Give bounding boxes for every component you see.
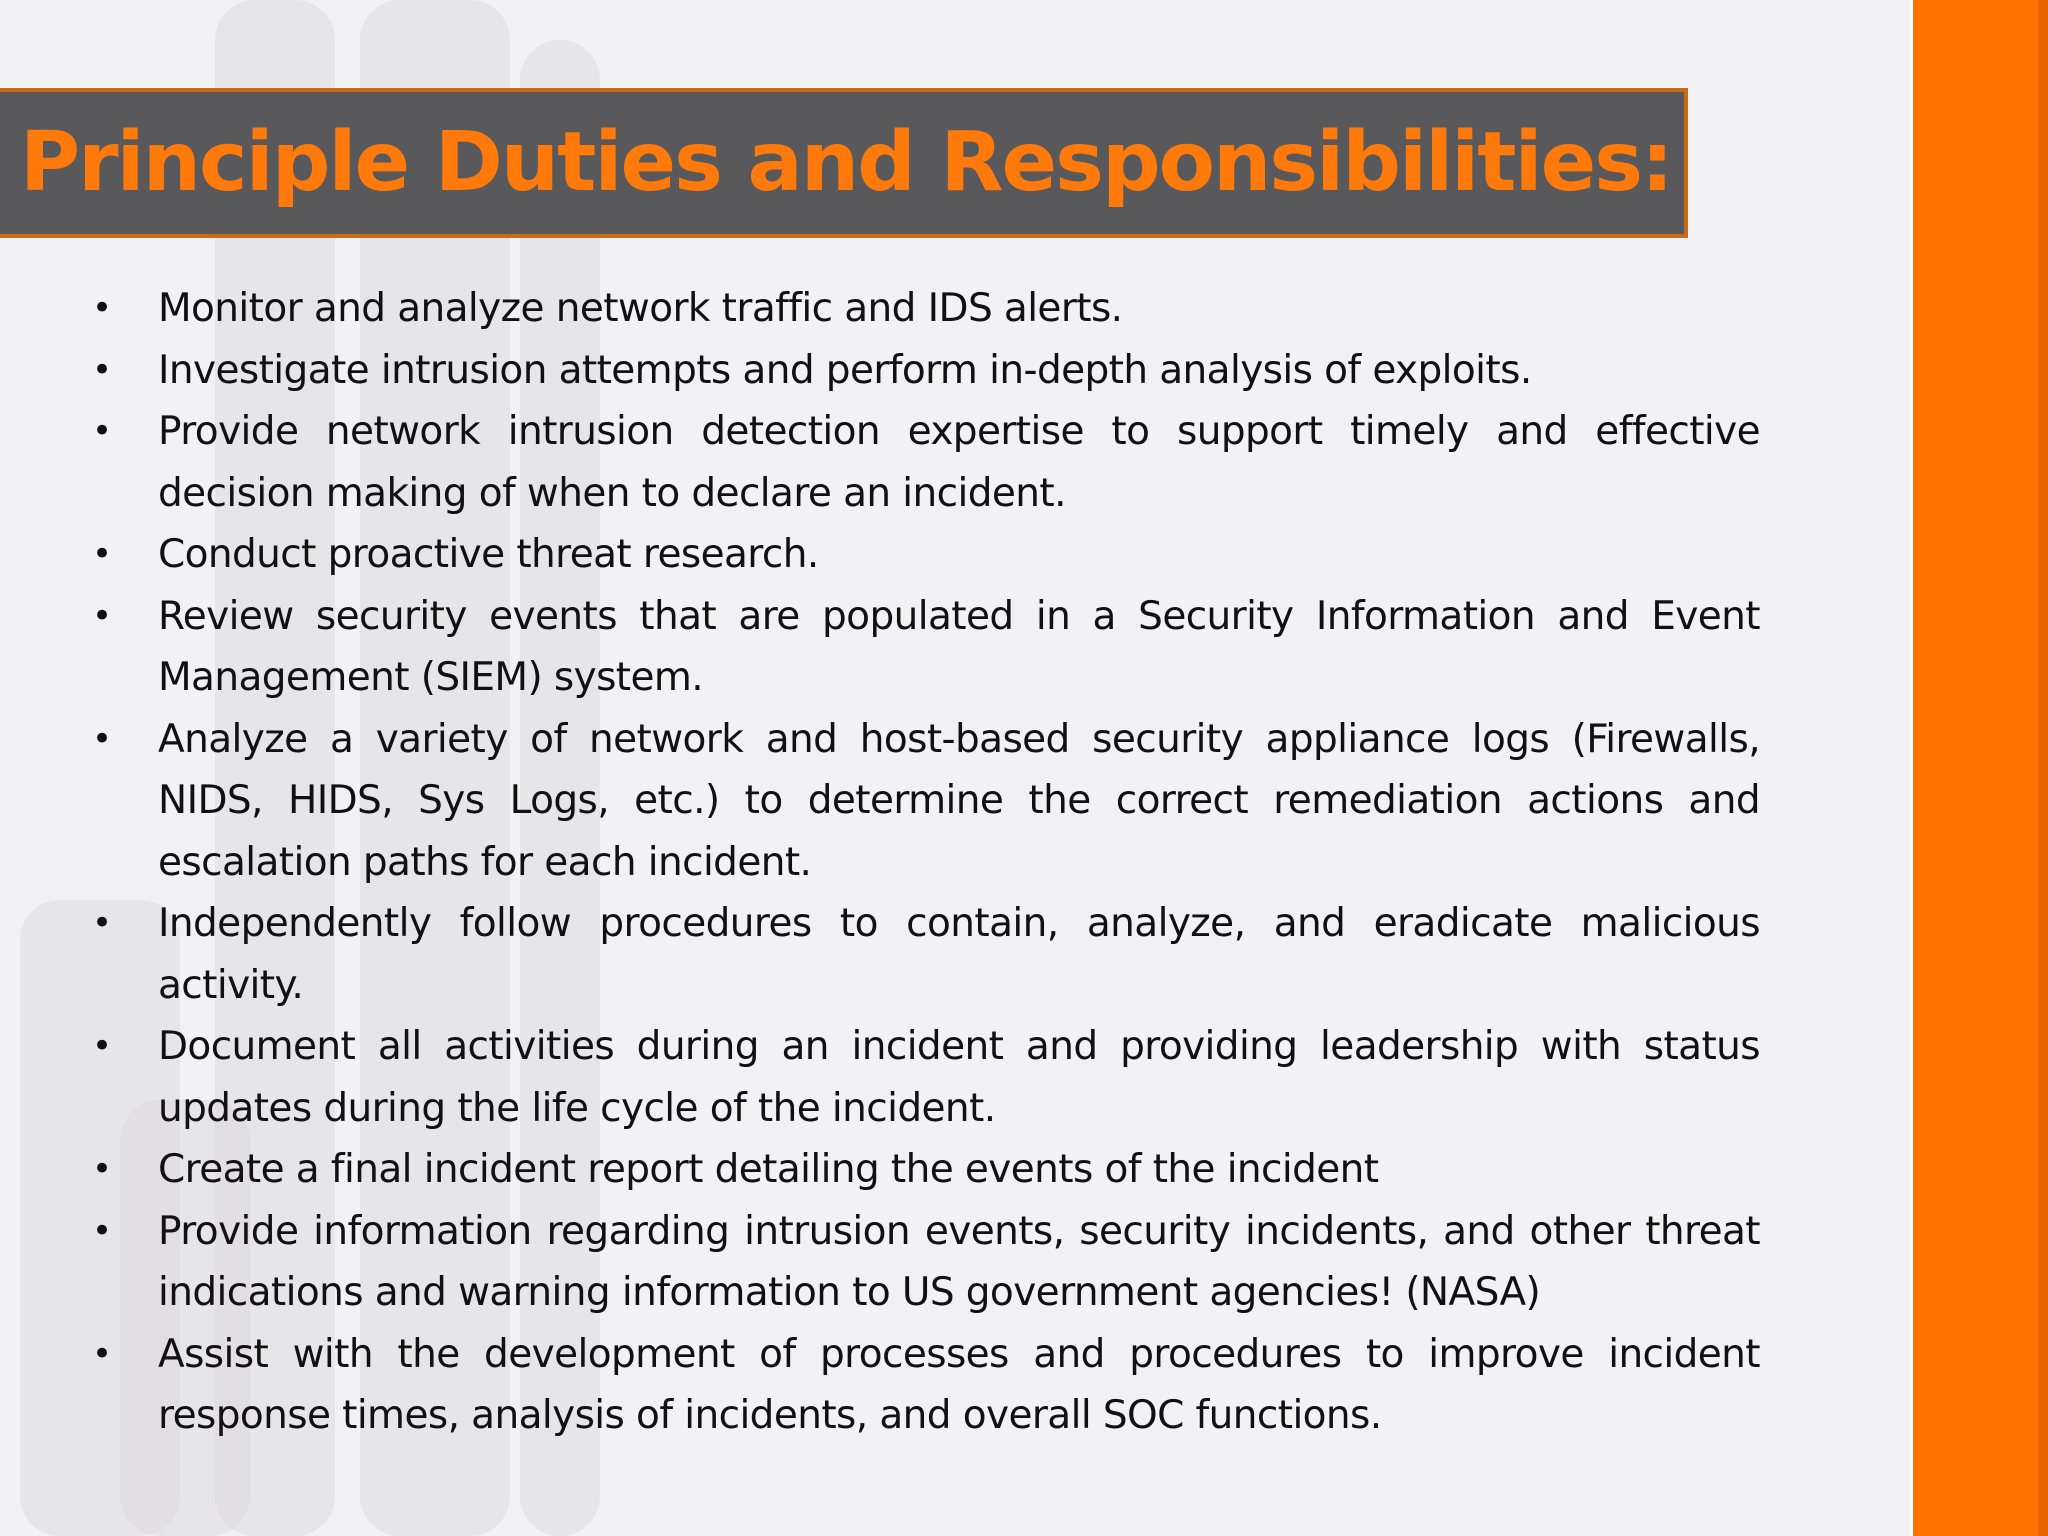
title-banner	[0, 88, 1688, 238]
list-item-text: Review security events that are populated in a Security Information and Event Management (SIEM) system.	[158, 593, 1760, 700]
list-item-text: Provide network intrusion detection expertise to support timely and effective decision making of when to declare an incident.	[158, 409, 1760, 516]
list-item-text: Analyze a variety of network and host-based security appliance logs (Firewalls, NIDS, HIDS, Sys Logs, etc.) to determine the correct remediation actions and escalation paths for each incident.	[158, 716, 1760, 885]
list-item-text: Conduct proactive threat research.	[158, 532, 819, 577]
list-item	[92, 340, 1760, 402]
list-item	[92, 1016, 1760, 1139]
list-item	[92, 1201, 1760, 1324]
bullet-icon: •	[92, 1210, 112, 1251]
bullet-icon: •	[92, 718, 112, 759]
list-item-text: Provide information regarding intrusion events, security incidents, and other threat indications and warning information to US government agencies! (NASA)	[158, 1208, 1760, 1315]
bullet-icon: •	[92, 595, 112, 636]
bullet-icon: •	[92, 1149, 112, 1189]
list-item	[92, 586, 1760, 709]
list-item-text: Investigate intrusion attempts and perform in-depth analysis of exploits.	[158, 347, 1532, 393]
bullet-icon: •	[92, 1333, 112, 1374]
bullet-icon: •	[92, 411, 112, 451]
list-item-text: Create a final incident report detailing the events of the incident	[158, 1147, 1379, 1192]
duties-list	[92, 278, 1760, 1447]
list-item	[92, 278, 1760, 340]
list-item	[92, 1324, 1760, 1447]
accent-bar-edge	[2038, 0, 2048, 1536]
bullet-icon: •	[92, 288, 112, 328]
bullet-icon: •	[92, 903, 112, 943]
list-item	[92, 893, 1760, 1016]
list-item	[92, 709, 1760, 894]
bullet-icon: •	[92, 1026, 112, 1066]
list-item-text: Monitor and analyze network traffic and IDS alerts.	[158, 286, 1123, 331]
list-item-text: Assist with the development of processes and procedures to improve incident response times, analysis of incidents, and overall SOC functions.	[158, 1331, 1760, 1438]
list-item-text: Independently follow procedures to contain, analyze, and eradicate malicious activity.	[158, 901, 1760, 1008]
slide-title: Principle Duties and Responsibilities:	[20, 115, 1672, 210]
list-item-text: Document all activities during an incident and providing leadership with status updates during the life cycle of the incident.	[158, 1024, 1760, 1131]
bullet-icon: •	[92, 534, 112, 574]
bullet-icon: •	[92, 349, 112, 390]
list-item	[92, 401, 1760, 524]
list-item	[92, 524, 1760, 586]
right-accent-bar	[1910, 0, 2048, 1536]
list-item	[92, 1139, 1760, 1201]
